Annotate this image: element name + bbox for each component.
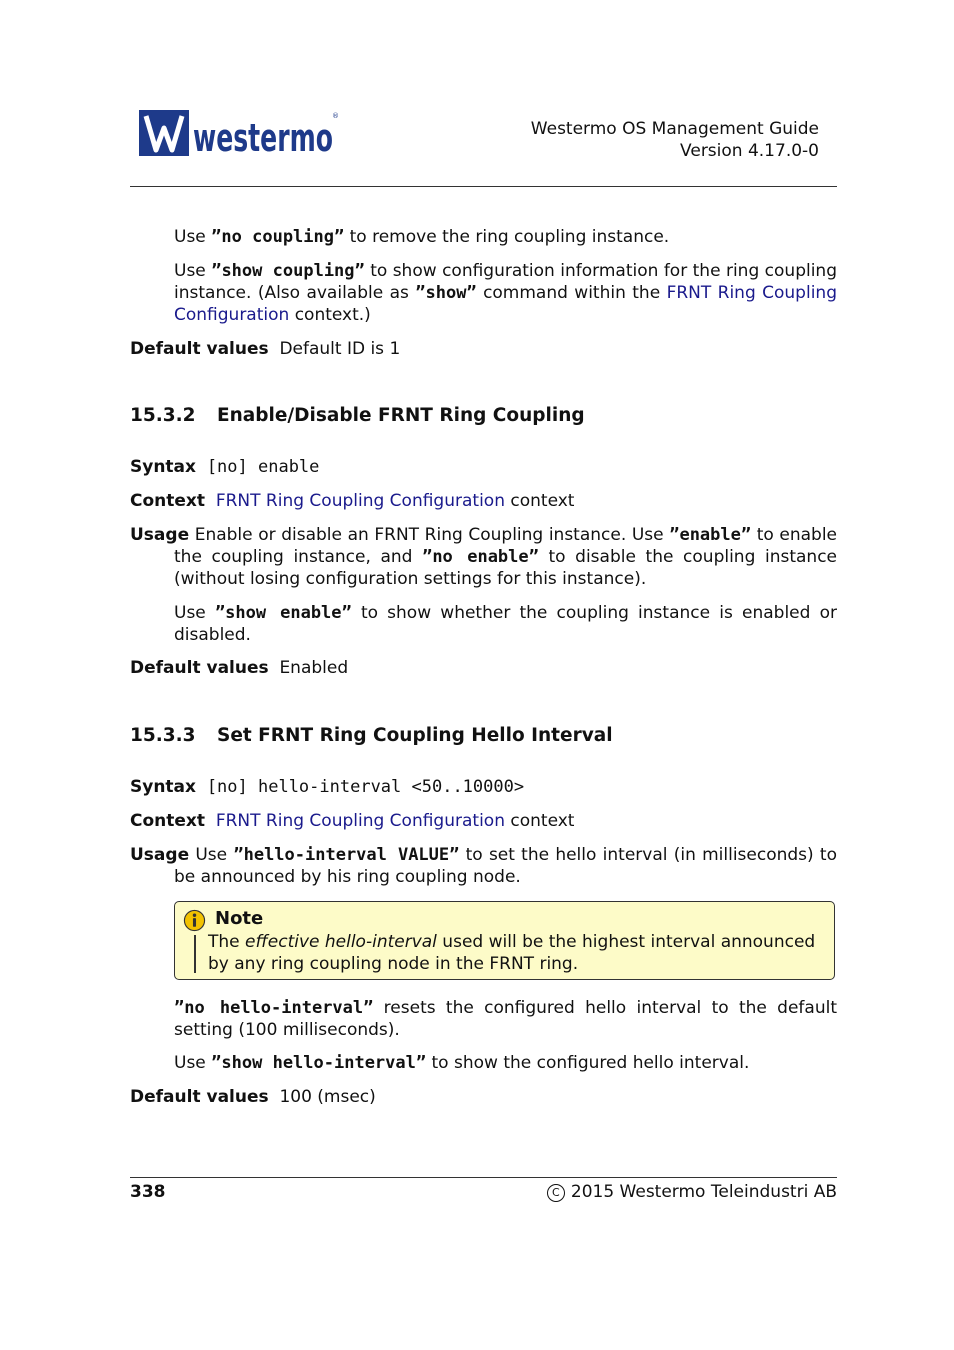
command: ”enable”: [669, 525, 752, 545]
syntax-row: Syntax [no] enable: [130, 457, 320, 477]
copyright: C 2015 Westermo Teleindustri AB: [547, 1182, 837, 1202]
default-values-row: Default values 100 (msec): [130, 1087, 376, 1107]
note-title: Note: [215, 908, 264, 929]
footer-rule: [130, 1177, 837, 1178]
section-number: 15.3.2: [130, 405, 196, 426]
page-number: 338: [130, 1182, 166, 1202]
default-values-row: Default values Default ID is 1: [130, 339, 401, 359]
no-hello-interval-paragraph: ”no hello-interval” resets the configured hello interval to the default setting (100 milliseconds).: [174, 998, 837, 1040]
info-icon: [183, 909, 206, 932]
syntax-row: Syntax [no] hello-interval <50..10000>: [130, 777, 525, 797]
frnt-ring-coupling-config-link[interactable]: FRNT Ring Coupling Configuration: [215, 811, 505, 831]
note-text: The effective hello-interval used will be the highest interval announced by any ring coupling node in the FRNT ring.: [208, 932, 816, 974]
note-box: [174, 901, 835, 980]
section-heading: [130, 405, 585, 426]
command: ”no hello-interval”: [174, 998, 374, 1018]
frnt-ring-coupling-config-link[interactable]: FRNT Ring Coupling Configuration: [215, 491, 505, 511]
guide-version: Version 4.17.0-0: [680, 141, 819, 161]
svg-text:®: ®: [332, 112, 339, 120]
section-title: Set FRNT Ring Coupling Hello Interval: [217, 725, 613, 746]
section-title: Enable/Disable FRNT Ring Coupling: [217, 405, 585, 426]
show-hello-interval-paragraph: Use ”show hello-interval” to show the configured hello interval.: [174, 1053, 750, 1073]
westermo-logo: [139, 110, 339, 158]
syntax-text: [no] enable: [206, 457, 320, 477]
command: ”show hello-interval”: [211, 1053, 427, 1073]
section-heading: [130, 725, 613, 746]
command: ”show coupling”: [211, 261, 365, 281]
copyright-icon: C: [547, 1184, 565, 1202]
guide-title: Westermo OS Management Guide: [530, 119, 819, 139]
show-enable-paragraph: Use ”show enable” to show whether the coupling instance is enabled or disabled.: [174, 603, 837, 645]
frnt-ring-coupling-config-link[interactable]: FRNT Ring Coupling Configuration: [174, 283, 837, 325]
command: ”show enable”: [214, 603, 352, 623]
command: ”hello-interval VALUE”: [233, 845, 460, 865]
command: ”show”: [415, 283, 477, 303]
header-rule: [130, 186, 837, 187]
context-row: Context FRNT Ring Coupling Configuration context: [130, 811, 575, 831]
context-row: Context FRNT Ring Coupling Configuration context: [130, 491, 575, 511]
usage-row: Usage Use ”hello-interval VALUE” to set the hello interval (in milliseconds) to be announced by his ring coupling node.: [130, 845, 837, 887]
usage-row: Usage Enable or disable an FRNT Ring Coupling instance. Use ”enable” to enable the coupling instance, and ”no enable” to disable the coupling instance (without losing configuration settings for this instance).: [130, 525, 838, 589]
show-coupling-paragraph: Use ”show coupling” to show configuration information for the ring coupling instance. (Also available as ”show” command within the FRNT Ring Coupling Configuration context.): [174, 261, 837, 325]
note-bar: [194, 935, 196, 973]
command: ”no enable”: [422, 547, 539, 567]
syntax-text: [no] hello-interval <50..10000>: [206, 777, 525, 797]
command: ”no coupling”: [211, 227, 345, 247]
default-values-row: Default values Enabled: [130, 658, 349, 678]
section-number: 15.3.3: [130, 725, 196, 746]
logo-wordmark: westermo: [193, 116, 333, 158]
no-coupling-paragraph: Use ”no coupling” to remove the ring coupling instance.: [174, 227, 670, 247]
running-header: [531, 118, 819, 162]
